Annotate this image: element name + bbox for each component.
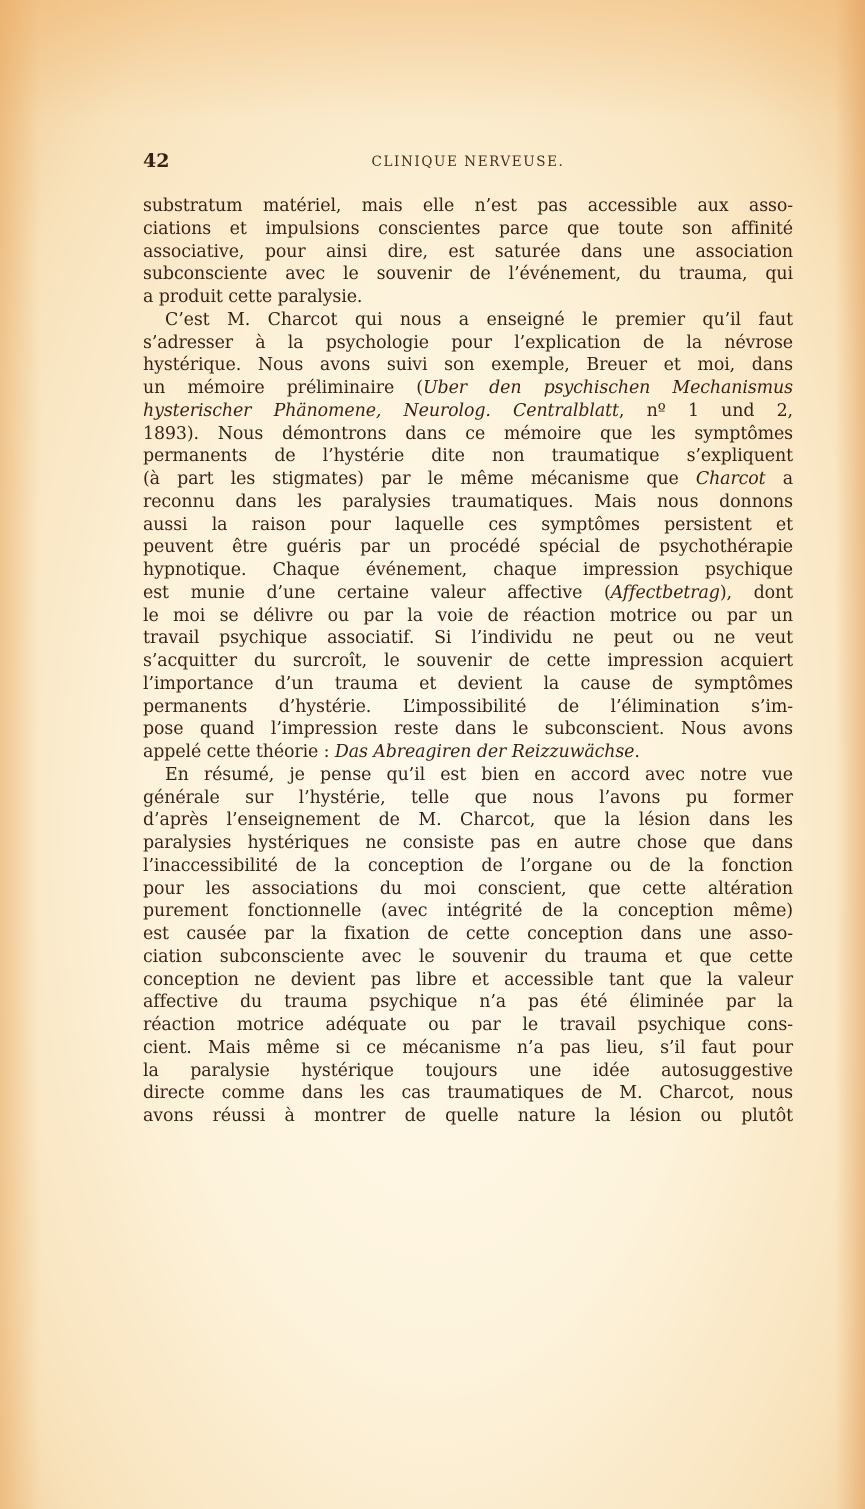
- text-line: [143, 900, 793, 923]
- text-run: l’importance d’un trauma et devient la cause de symptômes: [143, 673, 793, 694]
- text-run: conception ne devient pas libre et accessible tant que la valeur: [143, 969, 793, 990]
- text-line: [143, 468, 793, 491]
- text-line: [143, 423, 793, 446]
- text-line: [143, 1014, 793, 1037]
- text-run: l’inaccessibilité de la conception de l’organe ou de la fonction: [143, 855, 793, 876]
- text-run: générale sur l’hystérie, telle que nous l’avons pu former: [143, 787, 793, 808]
- text-line: [143, 332, 793, 355]
- text-run: avons réussi à montrer de quelle nature la lésion ou plutôt: [143, 1106, 793, 1126]
- text-run: s’acquitter du surcroît, le souvenir de cette impression acquiert: [143, 651, 793, 671]
- text-run: permanents de l’hystérie dite non traumatique s’expliquent: [143, 446, 793, 467]
- text-run: En résumé, je pense qu’il est bien en accord avec notre vue: [165, 764, 793, 785]
- text-line: [143, 741, 793, 764]
- text-line: [143, 673, 793, 696]
- text-line: [143, 946, 793, 969]
- text-run: hystérique. Nous avons suivi son exemple, Breuer et moi, dans: [143, 355, 793, 376]
- text-line: [143, 1082, 793, 1105]
- text-run: la paralysie hystérique toujours une idée autosuggestive: [143, 1060, 793, 1081]
- text-run: ciations et impulsions conscientes parce que toute son affinité: [143, 218, 793, 239]
- text-line: [143, 991, 793, 1014]
- text-run: cient. Mais même si ce mécanisme n’a pas lieu, s’il faut pour: [143, 1037, 793, 1058]
- text-run: ciation subconsciente avec le souvenir du trauma et que cette: [143, 946, 793, 967]
- running-title: CLINIQUE NERVEUSE.: [371, 154, 565, 170]
- text-line: [143, 263, 793, 286]
- text-line: [143, 286, 793, 309]
- text-line: [143, 218, 793, 241]
- text-line: [143, 377, 793, 400]
- text-run: purement fonctionnelle (avec intégrité de la conception même): [143, 901, 793, 922]
- text-line: [143, 354, 793, 377]
- text-run: appelé cette théorie :: [143, 742, 335, 762]
- italic-run: Charcot: [695, 469, 766, 489]
- text-line: [143, 582, 793, 605]
- text-line: [143, 1060, 793, 1083]
- text-run: (à part les stigmates) par le même mécanisme que: [143, 469, 696, 489]
- paper-stain-left: [0, 0, 40, 1509]
- text-run: paralysies hystériques ne consiste pas en autre chose que dans: [143, 833, 793, 853]
- text-run: a: [765, 469, 793, 489]
- running-head: [143, 150, 793, 178]
- text-line: [143, 445, 793, 468]
- text-line: [143, 1105, 793, 1128]
- text-run: s’adresser à la psychologie pour l’explication de la névrose: [143, 332, 793, 353]
- book-page: [143, 150, 793, 1128]
- text-line: [143, 309, 793, 332]
- text-run: est causée par la fixation de cette conception dans une asso-: [143, 924, 793, 944]
- paragraph: [143, 309, 793, 764]
- text-line: [143, 536, 793, 559]
- text-run: affective du trauma psychique n’a pas été éliminée par la: [143, 992, 793, 1013]
- paper-stain-top: [0, 0, 865, 120]
- text-run: aussi la raison pour laquelle ces symptômes persistent et: [143, 514, 793, 535]
- text-run: directe comme dans les cas traumatiques de M. Charcot, nous: [143, 1083, 793, 1104]
- text-line: [143, 400, 793, 423]
- page-number: 42: [143, 150, 170, 172]
- text-line: [143, 718, 793, 741]
- paragraph: [143, 195, 793, 309]
- text-run: subconsciente avec le souvenir de l’événement, du trauma, qui: [143, 264, 793, 285]
- text-line: [143, 696, 793, 719]
- text-line: [143, 605, 793, 628]
- paper-stain-right: [835, 0, 865, 1509]
- text-run: d’après l’enseignement de M. Charcot, que la lésion dans les: [143, 810, 793, 831]
- italic-run: hysterischer Phänomene, Neurolog. Centralblatt: [143, 400, 619, 421]
- text-run: C’est M. Charcot qui nous a enseigné le premier qu’il faut: [165, 309, 793, 330]
- text-line: [143, 491, 793, 514]
- text-run: réaction motrice adéquate ou par le travail psychique cons-: [143, 1015, 793, 1035]
- text-run: ), dont: [719, 582, 793, 603]
- italic-run: Uber den psychischen Mechanismus: [422, 378, 793, 398]
- text-run: , nº 1 und 2,: [618, 400, 793, 421]
- paragraph: [143, 764, 793, 1128]
- text-line: [143, 764, 793, 787]
- text-run: associative, pour ainsi dire, est saturée dans une association: [143, 241, 793, 262]
- text-line: [143, 855, 793, 878]
- text-run: permanents d’hystérie. L’impossibilité de l’élimination s’im-: [143, 696, 793, 717]
- body-text: [143, 195, 793, 1128]
- text-run: peuvent être guéris par un procédé spécial de psychothérapie: [143, 537, 793, 558]
- text-run: travail psychique associatif. Si l’individu ne peut ou ne veut: [143, 628, 793, 649]
- text-line: [143, 809, 793, 832]
- italic-run: Das Abreagiren der Reizzuwächse: [334, 742, 635, 762]
- text-line: [143, 650, 793, 673]
- text-line: [143, 627, 793, 650]
- text-run: .: [634, 742, 640, 762]
- text-run: hypnotique. Chaque événement, chaque impression psychique: [143, 560, 793, 580]
- text-line: [143, 1037, 793, 1060]
- text-line: [143, 923, 793, 946]
- text-run: le moi se délivre ou par la voie de réaction motrice ou par un: [143, 605, 793, 626]
- text-run: a produit cette paralysie.: [143, 287, 363, 307]
- text-line: [143, 195, 793, 218]
- text-line: [143, 878, 793, 901]
- text-line: [143, 241, 793, 264]
- text-run: est munie d’une certaine valeur affective (: [143, 582, 611, 603]
- text-run: pour les associations du moi conscient, que cette altération: [143, 878, 793, 899]
- text-run: un mémoire préliminaire (: [143, 378, 423, 398]
- text-run: pose quand l’impression reste dans le subconscient. Nous avons: [143, 719, 793, 740]
- text-line: [143, 832, 793, 855]
- text-run: reconnu dans les paralysies traumatiques. Mais nous donnons: [143, 491, 793, 512]
- text-line: [143, 559, 793, 582]
- text-run: 1893). Nous démontrons dans ce mémoire que les symptômes: [143, 423, 793, 444]
- text-line: [143, 514, 793, 537]
- text-line: [143, 787, 793, 810]
- italic-run: Affectbetrag: [610, 582, 720, 603]
- text-run: substratum matériel, mais elle n’est pas accessible aux asso-: [143, 196, 793, 216]
- text-line: [143, 969, 793, 992]
